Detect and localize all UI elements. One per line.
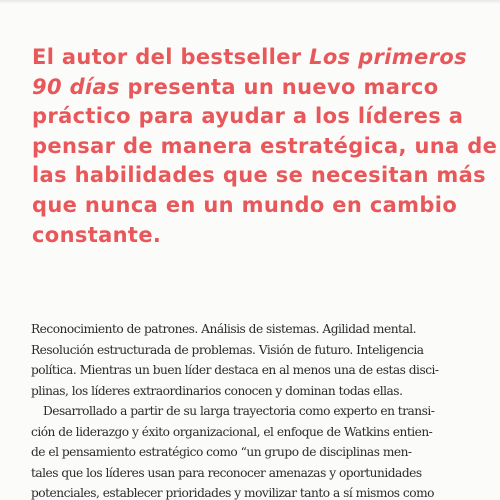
body-line: Resolución estructurada de problemas. Visión de futuro. Inteligencia bbox=[31, 342, 424, 357]
body-line: ción de liderazgo y éxito organizacional, el enfoque de Watkins entien- bbox=[31, 424, 433, 439]
headline-text: El autor del bestseller bbox=[32, 45, 310, 69]
body-line: política. Mientras un buen líder destaca en al menos una de estas disci- bbox=[31, 363, 439, 377]
body-line: de el pensamiento estratégico como “un grupo de disciplinas men- bbox=[31, 445, 412, 459]
headline-line-2 bbox=[32, 73, 494, 103]
headline-line-5: las habilidades que se necesitan más bbox=[32, 163, 487, 188]
book-title-italic: 90 días bbox=[32, 74, 120, 99]
body-line: Desarrollado a partir de su larga trayectoria como experto en transi- bbox=[43, 404, 435, 418]
headline-text: presenta un nuevo marco bbox=[119, 74, 439, 99]
headline-line-6: que nunca en un mundo en cambio bbox=[32, 192, 458, 217]
body-line: tales que los líderes usan para reconocer amenazas y oportunidades bbox=[31, 465, 422, 480]
body-line: potenciales, establecer prioridades y movilizar tanto a sí mismos como bbox=[31, 486, 434, 500]
top-edge-shadow bbox=[0, 0, 500, 4]
body-description bbox=[31, 319, 471, 500]
headline-blurb bbox=[32, 43, 498, 250]
headline-line-4: pensar de manera estratégica, una de bbox=[32, 133, 498, 158]
body-line: Reconocimiento de patrones. Análisis de sistemas. Agilidad mental. bbox=[31, 322, 416, 336]
book-title-italic: Los primeros bbox=[309, 45, 467, 69]
body-line: plinas, los líderes extraordinarios conocen y dominan todas ellas. bbox=[31, 383, 403, 398]
headline-line-1 bbox=[32, 43, 494, 73]
headline-line-3: práctico para ayudar a los líderes a bbox=[32, 104, 464, 129]
headline-line-7: constante. bbox=[32, 222, 162, 247]
